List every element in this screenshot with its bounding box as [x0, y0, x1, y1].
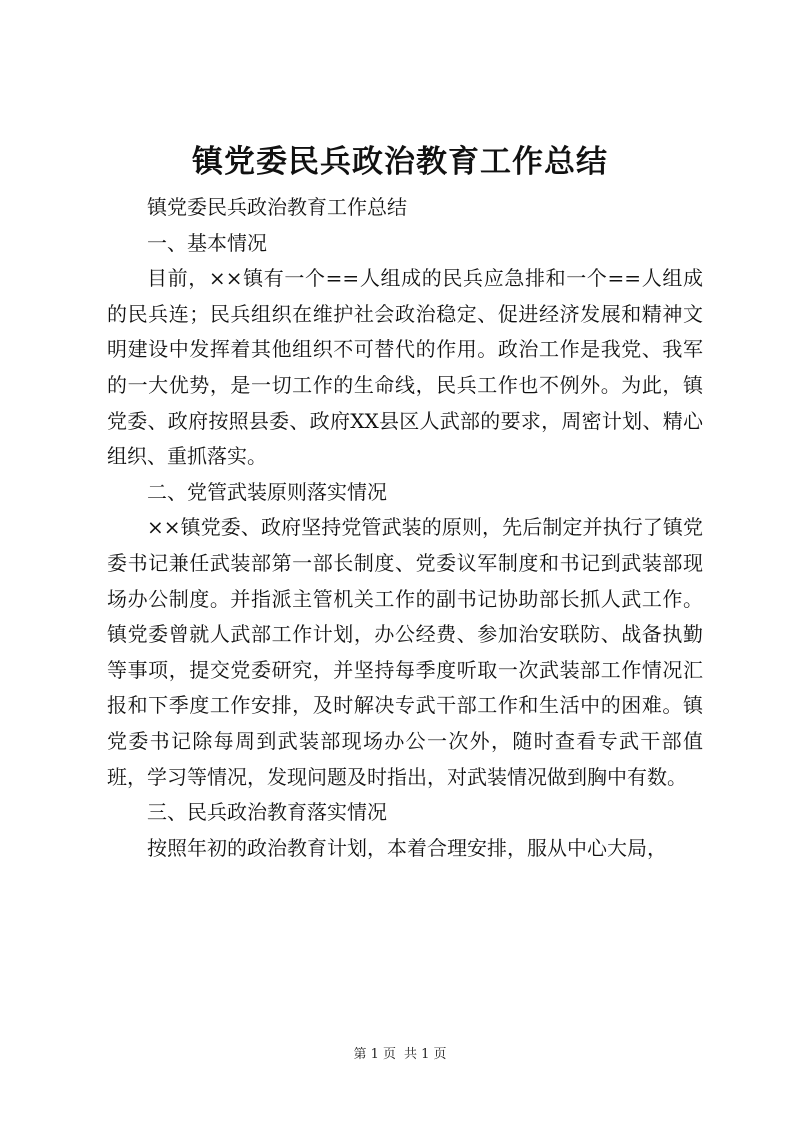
section-heading-basic-situation: 一、基本情况 — [147, 230, 267, 255]
document-body — [107, 190, 703, 866]
page-number: 第 1 页 — [353, 1047, 396, 1062]
page-footer — [0, 1046, 800, 1064]
basic-situation-paragraph: 目前，××镇有一个==人组成的民兵应急排和一个==人组成的民兵连；民兵组织在维护社会政治稳定、促进经济发展和精神文明建设中发挥着其他组织不可替代的作用。政治工作是我党、我军的一大优势，是一切工作的生命线，民兵工作也不例外。为此，镇党委、政府按照县委、政府XX县区人武部的要求，周密计划、精心组织、重抓落实。 — [107, 266, 703, 469]
document-title: 镇党委民兵政治教育工作总结 — [192, 144, 608, 180]
political-education-paragraph: 按照年初的政治教育计划，本着合理安排，服从中心大局， — [147, 835, 667, 860]
party-armed-forces-paragraph: ××镇党委、政府坚持党管武装的原则，先后制定并执行了镇党委书记兼任武装部第一部长制度、党委议军制度和书记到武装部现场办公制度。并指派主管机关工作的副书记协助部长抓人武工作。镇党委曾就人武部工作计划，办公经费、参加治安联防、战备执勤等事项，提交党委研究，并坚持每季度听取一次武装部工作情况汇报和下季度工作安排，及时解决专武干部工作和生活中的困难。镇党委书记除每周到武装部现场办公一次外，随时查看专武干部值班，学习等情况，发现问题及时指出，对武装情况做到胸中有数。 — [107, 515, 703, 789]
subtitle-paragraph: 镇党委民兵政治教育工作总结 — [147, 195, 407, 219]
section-heading-party-armed-forces: 二、党管武装原则落实情况 — [147, 479, 387, 504]
section-heading-political-education: 三、民兵政治教育落实情况 — [147, 800, 387, 825]
page-total: 共 1 页 — [404, 1047, 447, 1062]
